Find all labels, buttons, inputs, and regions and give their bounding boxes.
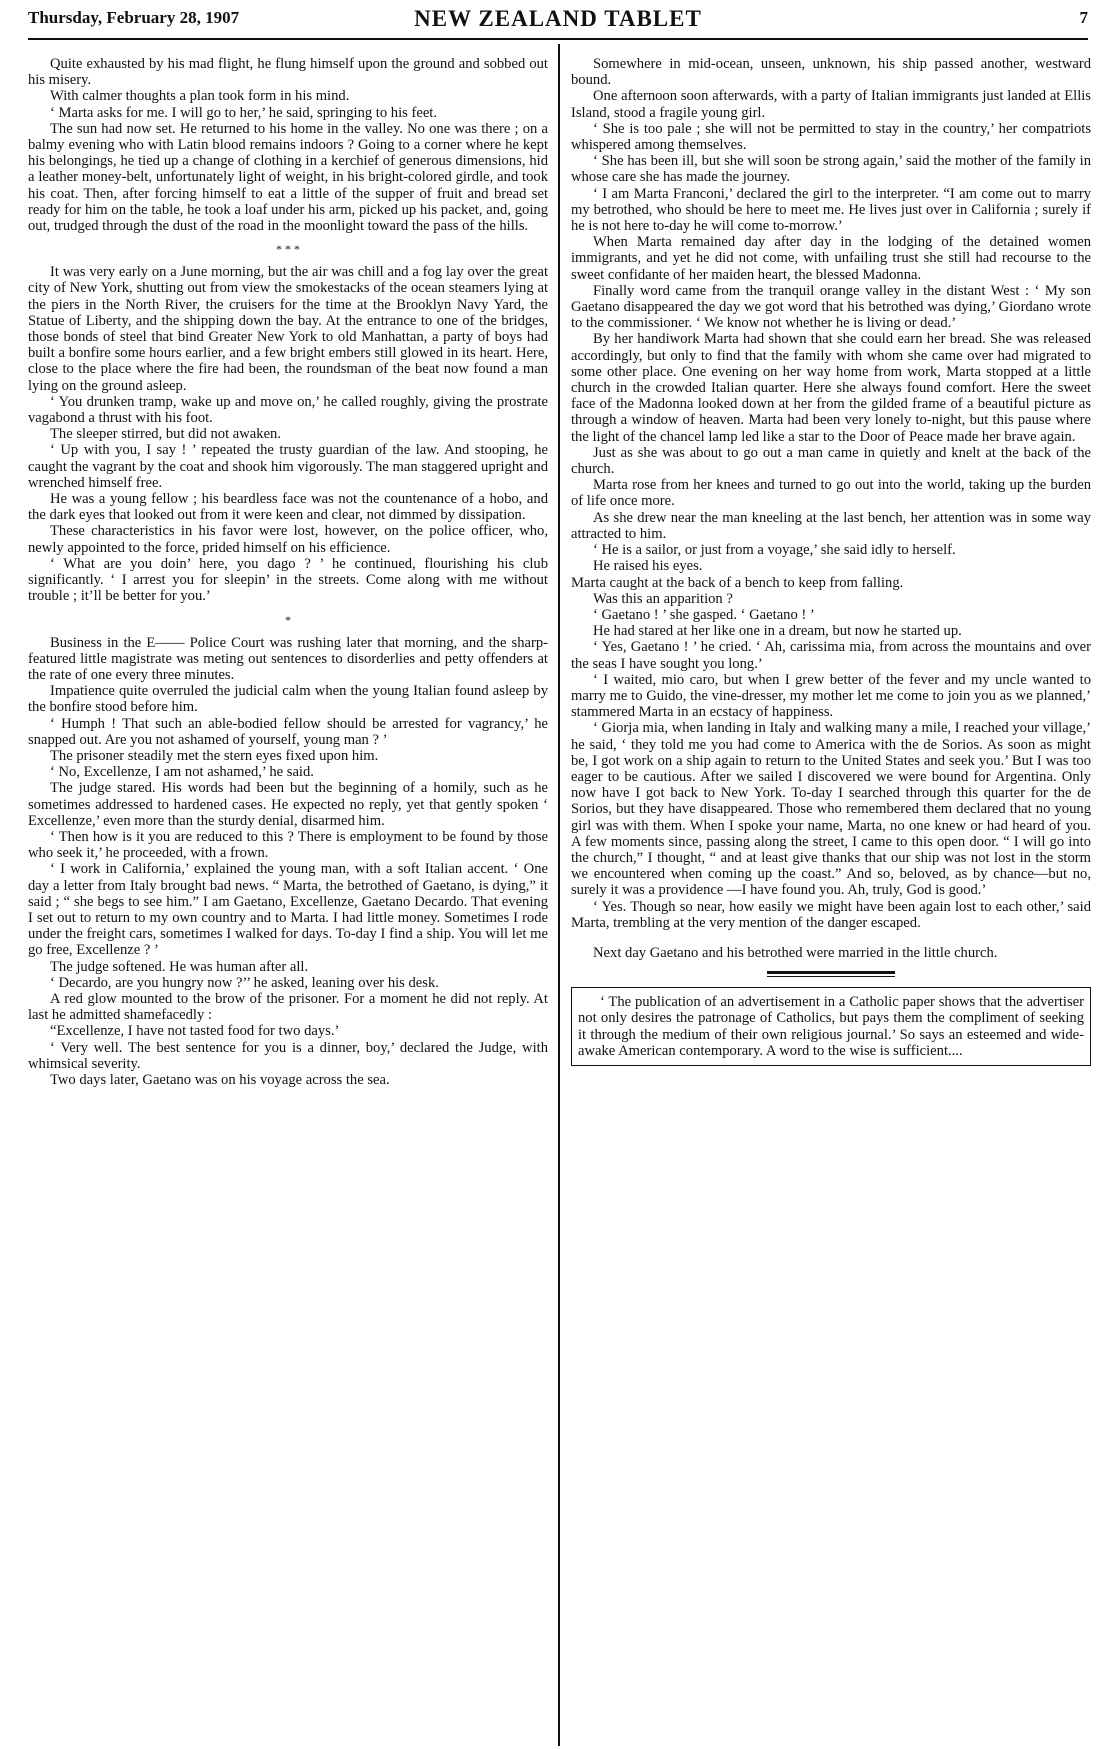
- paragraph: With calmer thoughts a plan took form in his mind.: [50, 88, 350, 105]
- paragraph: ‘ She has been ill, but she will soon be strong again,’ said the mother of the family in whose care she has made the journey.: [571, 153, 1091, 186]
- paragraph: ‘ What are you doin’ here, you dago ? ’ he continued, flourishing his club significantly. ‘ I arrest you for sleepin’ in the streets. Come along with me without trouble ; it’ll be better for you.’: [28, 555, 548, 605]
- paragraph: ‘ I waited, mio caro, but when I grew better of the fever and my uncle wanted to marry me to Guido, the vine-dresser, my mother let me come to join you as we planned,’ stammered Marta in an ecstacy of happiness.: [571, 671, 1091, 721]
- paragraph: A red glow mounted to the brow of the prisoner. For a moment he did not reply. At last he admitted shamefacedly :: [28, 990, 548, 1024]
- paragraph: “Excellenze, I have not tasted food for two days.’: [50, 1023, 340, 1040]
- paragraph: Quite exhausted by his mad flight, he flung himself upon the ground and sobbed out his misery.: [28, 56, 548, 89]
- paragraph: These characteristics in his favor were lost, however, on the police officer, who, newly appointed to the force, prided himself on his efficience.: [28, 523, 548, 556]
- paragraph: One afternoon soon afterwards, with a party of Italian immigrants just landed at Ellis Island, stood a fragile young girl.: [571, 88, 1091, 121]
- paragraph: Two days later, Gaetano was on his voyage across the sea.: [50, 1071, 390, 1088]
- page-number: 7: [1079, 8, 1088, 27]
- paragraph: ‘ I am Marta Franconi,’ declared the girl to the interpreter. “I am come out to marry my betrothed, who should be here to meet me. He lives just over in California ; surely if he is not here to-day he will come to-morrow.’: [571, 185, 1091, 235]
- paragraph: ‘ Yes, Gaetano ! ’ he cried. ‘ Ah, carissima mia, from across the mountains and over the seas I have sought you long.’: [571, 639, 1091, 672]
- header-rule: [28, 38, 1088, 40]
- quote-box: [571, 987, 1091, 1066]
- paragraph: ‘ Gaetano ! ’ she gasped. ‘ Gaetano ! ’: [593, 606, 815, 623]
- paragraph: The prisoner steadily met the stern eyes fixed upon him.: [50, 747, 379, 764]
- paragraph: He raised his eyes.: [593, 558, 703, 575]
- paragraph: ‘ Decardo, are you hungry now ?’’ he asked, leaning over his desk.: [50, 974, 439, 991]
- paragraph: He had stared at her like one in a dream, but now he started up.: [593, 623, 962, 640]
- paragraph: Business in the E—— Police Court was rushing later that morning, and the sharp-featured little magistrate was meting out sentences to disorderlies and petty offenders at the rate of one every three minutes.: [28, 634, 548, 683]
- paragraph: ‘ No, Excellenze, I am not ashamed,’ he said.: [50, 764, 314, 781]
- paragraph: By her handiwork Marta had shown that she could earn her bread. She was released accordingly, but only to find that the family with whom she came over had migrated to some other place. One evening on her way home from work, Marta stopped at a little church in the crowded Italian quarter. Here she always found comfort. Here the sweet face of the Madonna looked down at her from the gilded frame of a beautiful picture as through a window of heaven. Marta had been very lonely to-night, but this pause where the light of the chancel lamp led like a star to the Door of Peace made her brave again.: [571, 331, 1091, 445]
- paragraph: It was very early on a June morning, but the air was chill and a fog lay over the great city of New York, shutting out from view the smokestacks of the ocean steamers lying at the piers in the North River, the cruisers for the time at the Brooklyn Navy Yard, the Statue of Liberty, and the shipping down the bay. At the entrance to one of the bridges, those bonds of steel that bind Greater New York to old Manhattan, a party of boys had built a bonfire some hours earlier, and a few bright embers still glowed in its heart. Here, close to the place where the fire had been, the roundsman of the beat now found a man lying on the ground asleep.: [28, 264, 548, 394]
- double-rule: [767, 971, 895, 977]
- paragraph: ‘ Yes. Though so near, how easily we might have been again lost to each other,’ said Marta, trembling at the very mention of the danger escaped.: [571, 898, 1091, 931]
- paragraph: ‘ Then how is it you are reduced to this ? There is employment to be found by those who seek it,’ he proceeded, with a frown.: [28, 828, 548, 862]
- paragraph: ‘ He is a sailor, or just from a voyage,’ she said idly to herself.: [593, 542, 956, 559]
- paragraph: As she drew near the man kneeling at the last bench, her attention was in some way attracted to him.: [571, 509, 1091, 542]
- spacer: [571, 931, 1091, 945]
- closing-paragraph: Next day Gaetano and his betrothed were married in the little church.: [593, 944, 998, 961]
- paragraph: The sleeper stirred, but did not awaken.: [50, 426, 281, 443]
- paragraph: ‘ Up with you, I say ! ’ repeated the trusty guardian of the law. And stooping, he caught the vagrant by the coat and shook him vigorously. The man staggered upright and wrenched himself free.: [28, 442, 548, 491]
- paragraph: Impatience quite overruled the judicial calm when the young Italian found asleep by the bonfire stood before him.: [28, 683, 548, 716]
- paragraph: The sun had now set. He returned to his home in the valley. No one was there ; on a balmy evening who with Latin blood remains indoors ? Going to a corner where he kept his belongings, he tied up a change of clothing in a kerchief of generous dimensions, hid a leather money-belt, unfortunately light of weight, in his bright-colored girdle, and took his coat. Then, after forcing himself to eat a little of the supper of fruit and bread set ready for him on the table, he took a loaf under his arm, picked up his packet, and, going out, trudged through the dust of the road in the moonlight toward the pass of the hills.: [28, 120, 548, 235]
- paragraph: ‘ You drunken tramp, wake up and move on,’ he called roughly, giving the prostrate vagabond a thrust with his foot.: [28, 393, 548, 427]
- paragraph: Marta rose from her knees and turned to go out into the world, taking up the burden of life once more.: [571, 477, 1091, 510]
- left-column: [28, 56, 548, 1088]
- newspaper-title: NEW ZEALAND TABLET: [414, 6, 702, 31]
- paragraph: The judge softened. He was human after all.: [50, 958, 309, 975]
- quote-text: ‘ The publication of an advertisement in a Catholic paper shows that the advertiser not only desires the patronage of Catholics, but pays them the compliment of seeking it through the medium of their own religious journal.’ So says an esteemed and wide-awake American contemporary. A word to the wise is sufficient....: [578, 994, 1084, 1059]
- section-separator: * * *: [276, 242, 300, 257]
- issue-date: Thursday, February 28, 1907: [28, 8, 240, 27]
- paragraph: Somewhere in mid-ocean, unseen, unknown, his ship passed another, westward bound.: [571, 56, 1091, 89]
- page-header: [28, 6, 1088, 34]
- paragraph: ‘ I work in California,’ explained the young man, with a soft Italian accent. ‘ One day a letter from Italy brought bad news. “ Marta, the betrothed of Gaetano, is dying,” it said ; “ she begs to see him.” I am Gaetano, Excellenze, Gaetano Decardo. That evening I set out to return to my own country and to Marta. I had little money. Sometimes I rode under the freight cars, sometimes I walked for days. To-day I find a ship. You will let me go free, Excellenze ? ’: [28, 861, 548, 959]
- paragraph: Was this an apparition ?: [593, 590, 733, 607]
- column-divider: [558, 44, 560, 1746]
- paragraph: ‘ Very well. The best sentence for you is a dinner, boy,’ declared the Judge, with whimsical severity.: [28, 1039, 548, 1072]
- right-column: [571, 56, 1091, 1066]
- paragraph: The judge stared. His words had been but the beginning of a homily, such as he sometimes addressed to hardened cases. He expected no reply, yet that gently spoken ‘ Excellenze,’ even more than the sturdy denial, disarmed him.: [28, 780, 548, 829]
- section-separator: *: [285, 612, 291, 627]
- paragraph: ‘ Humph ! That such an able-bodied fellow should be arrested for vagrancy,’ he snapped out. Are you not ashamed of yourself, young man ? ’: [28, 715, 548, 748]
- paragraph: Just as she was about to go out a man came in quietly and knelt at the back of the church.: [571, 444, 1091, 478]
- paragraph: He was a young fellow ; his beardless face was not the countenance of a hobo, and the dark eyes that looked out from it were keen and clear, not dimmed by dissipation.: [28, 491, 548, 524]
- paragraph: ‘ She is too pale ; she will not be permitted to stay in the country,’ her compatriots whispered among themselves.: [571, 120, 1091, 154]
- paragraph: ‘ Marta asks for me. I will go to her,’ he said, springing to his feet.: [50, 104, 438, 121]
- paragraph: When Marta remained day after day in the lodging of the detained women immigrants, and yet he did not come, with unfailing trust she still had recourse to the sweet confidante of her maiden heart, the blessed Madonna.: [571, 234, 1091, 283]
- paragraph: ‘ Giorja mia, when landing in Italy and walking many a mile, I reached your village,’ he said, ‘ they told me you had come to America with the de Sorios. As soon as might be, I got work on a ship again to return to the United States and seek you.’ But I was too eager to be cautious. After we sailed I discovered we were bound for Argentina. Only now have I got back to New York. To-day I searched through this quarter for the de Sorios, but they have disappeared. Those who remembered them declared that no young girl was with them. When I spoke your name, Marta, no one knew or had heard of you. A few moments since, passing along the street, I came to this open door. “ I will go into the church,” I thought, “ and at least give thanks that our ship was not lost in the storm we encountered when coming up the coast.” And so, beloved, as by chance—but no, surely it was a providence —I have found you. Ah, truly, God is good.’: [571, 720, 1091, 899]
- paragraph: Marta caught at the back of a bench to keep from falling.: [571, 574, 904, 591]
- paragraph: Finally word came from the tranquil orange valley in the distant West : ‘ My son Gaetano disappeared the day we got word that his betrothed was dying,’ Giordano wrote to the commissioner. ‘ We know not whether he is living or dead.’: [571, 282, 1091, 332]
